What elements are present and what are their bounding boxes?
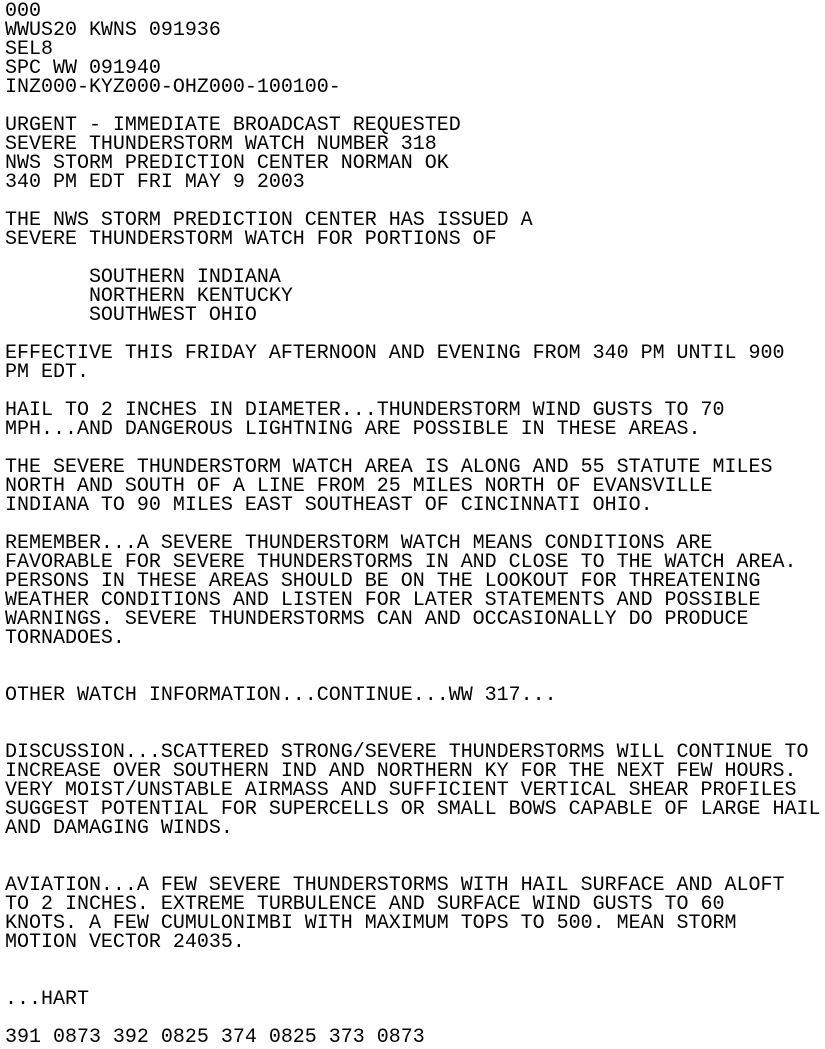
bulletin-line: TORNADOES. [5, 627, 125, 650]
bulletin-line: HAIL TO 2 INCHES IN DIAMETER...THUNDERSTORM WIND GUSTS TO 70 [5, 399, 725, 422]
bulletin-line: NWS STORM PREDICTION CENTER NORMAN OK [5, 152, 449, 175]
bulletin-line: INZ000-KYZ000-OHZ000-100100- [5, 76, 341, 99]
bulletin-line: SEVERE THUNDERSTORM WATCH FOR PORTIONS OF [5, 228, 497, 251]
bulletin-line: AVIATION...A FEW SEVERE THUNDERSTORMS WITH HAIL SURFACE AND ALOFT [5, 874, 785, 897]
bulletin-line: ...HART [5, 988, 89, 1011]
bulletin-line: WWUS20 KWNS 091936 [5, 19, 221, 42]
bulletin-line: SEL8 [5, 38, 53, 61]
bulletin-line: REMEMBER...A SEVERE THUNDERSTORM WATCH MEANS CONDITIONS ARE [5, 532, 713, 555]
bulletin-line: SOUTHERN INDIANA [5, 266, 281, 289]
bulletin-line: AND DAMAGING WINDS. [5, 817, 233, 840]
bulletin-line: FAVORABLE FOR SEVERE THUNDERSTORMS IN AND CLOSE TO THE WATCH AREA. [5, 551, 797, 574]
bulletin-line [5, 705, 820, 724]
bulletin-line: NORTHERN KENTUCKY [5, 285, 293, 308]
bulletin-line: URGENT - IMMEDIATE BROADCAST REQUESTED [5, 114, 461, 137]
bulletin-line: 391 0873 392 0825 374 0825 373 0873 [5, 1026, 425, 1049]
bulletin-line: NORTH AND SOUTH OF A LINE FROM 25 MILES NORTH OF EVANSVILLE [5, 475, 713, 498]
bulletin-line: PERSONS IN THESE AREAS SHOULD BE ON THE LOOKOUT FOR THREATENING [5, 570, 761, 593]
bulletin-line [5, 952, 820, 971]
bulletin-line: SUGGEST POTENTIAL FOR SUPERCELLS OR SMALL BOWS CAPABLE OF LARGE HAIL [5, 798, 821, 821]
bulletin-line: PM EDT. [5, 361, 89, 384]
bulletin-line: SEVERE THUNDERSTORM WATCH NUMBER 318 [5, 133, 437, 156]
bulletin-line: KNOTS. A FEW CUMULONIMBI WITH MAXIMUM TOPS TO 500. MEAN STORM [5, 912, 737, 935]
bulletin-line: 340 PM EDT FRI MAY 9 2003 [5, 171, 305, 194]
bulletin-line: 000 [5, 0, 41, 23]
bulletin-line: INCREASE OVER SOUTHERN IND AND NORTHERN KY FOR THE NEXT FEW HOURS. [5, 760, 797, 783]
bulletin-line: SPC WW 091940 [5, 57, 161, 80]
watch-bulletin-text [5, 2, 820, 1047]
bulletin-line: DISCUSSION...SCATTERED STRONG/SEVERE THUNDERSTORMS WILL CONTINUE TO [5, 741, 809, 764]
bulletin-line [5, 648, 820, 667]
bulletin-line: WARNINGS. SEVERE THUNDERSTORMS CAN AND OCCASIONALLY DO PRODUCE [5, 608, 749, 631]
bulletin-line: THE NWS STORM PREDICTION CENTER HAS ISSUED A [5, 209, 533, 232]
bulletin-line: TO 2 INCHES. EXTREME TURBULENCE AND SURFACE WIND GUSTS TO 60 [5, 893, 725, 916]
bulletin-line: INDIANA TO 90 MILES EAST SOUTHEAST OF CINCINNATI OHIO. [5, 494, 653, 517]
bulletin-line: EFFECTIVE THIS FRIDAY AFTERNOON AND EVENING FROM 340 PM UNTIL 900 [5, 342, 785, 365]
bulletin-line: THE SEVERE THUNDERSTORM WATCH AREA IS ALONG AND 55 STATUTE MILES [5, 456, 773, 479]
bulletin-line: MOTION VECTOR 24035. [5, 931, 245, 954]
bulletin-line [5, 971, 820, 990]
bulletin-line [5, 838, 820, 857]
bulletin-line: OTHER WATCH INFORMATION...CONTINUE...WW 317... [5, 684, 557, 707]
bulletin-line: VERY MOIST/UNSTABLE AIRMASS AND SUFFICIENT VERTICAL SHEAR PROFILES [5, 779, 797, 802]
bulletin-line: WEATHER CONDITIONS AND LISTEN FOR LATER STATEMENTS AND POSSIBLE [5, 589, 761, 612]
bulletin-line: SOUTHWEST OHIO [5, 304, 257, 327]
bulletin-line: MPH...AND DANGEROUS LIGHTNING ARE POSSIBLE IN THESE AREAS. [5, 418, 701, 441]
